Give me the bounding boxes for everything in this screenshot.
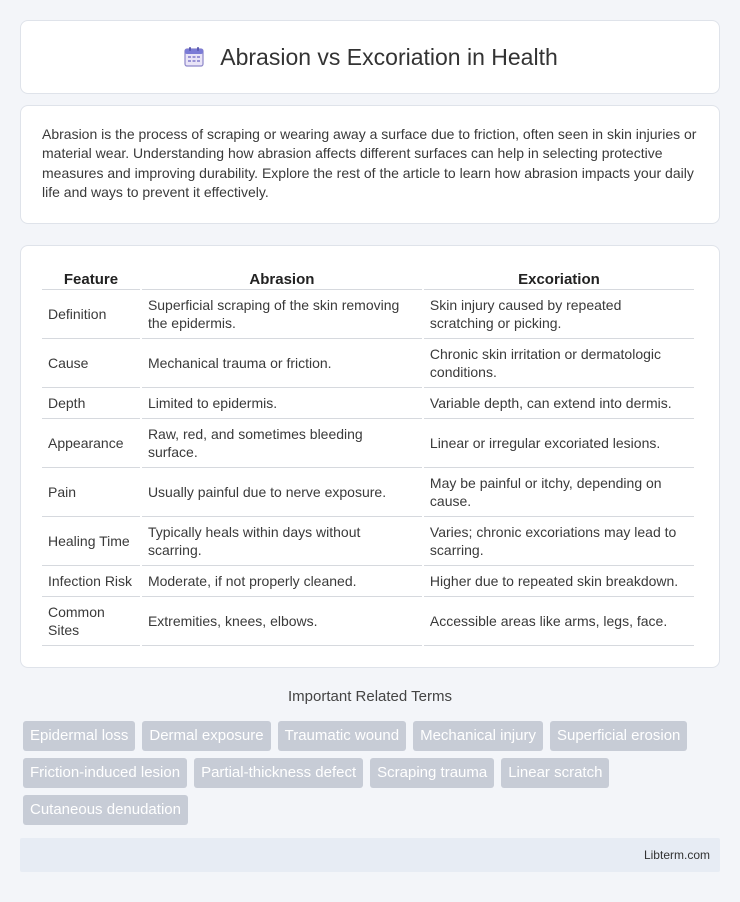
table-row: [42, 419, 694, 468]
related-term-tag[interactable]: Superficial erosion: [550, 721, 687, 751]
related-term-tag[interactable]: Cutaneous denudation: [23, 795, 188, 825]
row-excoriation: Varies; chronic excoriations may lead to scarring.: [424, 517, 694, 566]
related-term-tag[interactable]: Mechanical injury: [413, 721, 543, 751]
row-feature: Appearance: [42, 419, 140, 468]
row-abrasion: Typically heals within days without scarring.: [142, 517, 422, 566]
row-feature: Infection Risk: [42, 566, 140, 597]
row-feature: Cause: [42, 339, 140, 388]
table-row: [42, 517, 694, 566]
related-term-tag[interactable]: Partial-thickness defect: [194, 758, 363, 788]
header-feature: Feature: [42, 266, 140, 290]
related-terms-title: Important Related Terms: [288, 688, 452, 705]
row-excoriation: Linear or irregular excoriated lesions.: [424, 419, 694, 468]
header-excoriation: Excoriation: [424, 266, 694, 290]
row-feature: Definition: [42, 290, 140, 339]
footer: [20, 838, 720, 872]
row-feature: Depth: [42, 388, 140, 419]
table-row: [42, 566, 694, 597]
intro-card: [20, 105, 720, 224]
row-abrasion: Limited to epidermis.: [142, 388, 422, 419]
related-term-tag[interactable]: Dermal exposure: [142, 721, 270, 751]
related-term-tag[interactable]: Linear scratch: [501, 758, 609, 788]
row-abrasion: Raw, red, and sometimes bleeding surface.: [142, 419, 422, 468]
related-term-tag[interactable]: Epidermal loss: [23, 721, 135, 751]
row-excoriation: Variable depth, can extend into dermis.: [424, 388, 694, 419]
table-row: [42, 388, 694, 419]
related-term-tag[interactable]: Traumatic wound: [278, 721, 407, 751]
row-abrasion: Moderate, if not properly cleaned.: [142, 566, 422, 597]
row-abrasion: Usually painful due to nerve exposure.: [142, 468, 422, 517]
row-excoriation: Higher due to repeated skin breakdown.: [424, 566, 694, 597]
table-row: [42, 339, 694, 388]
row-excoriation: May be painful or itchy, depending on cause.: [424, 468, 694, 517]
row-excoriation: Skin injury caused by repeated scratching or picking.: [424, 290, 694, 339]
header-abrasion: Abrasion: [142, 266, 422, 290]
header-card: [20, 20, 720, 94]
row-excoriation: Chronic skin irritation or dermatologic conditions.: [424, 339, 694, 388]
table-row: [42, 468, 694, 517]
table-row: [42, 290, 694, 339]
row-feature: Healing Time: [42, 517, 140, 566]
row-feature: Common Sites: [42, 597, 140, 646]
calendar-icon: [182, 45, 206, 69]
related-terms-list: [23, 721, 703, 825]
footer-site-link[interactable]: Libterm.com: [643, 848, 710, 862]
row-feature: Pain: [42, 468, 140, 517]
row-abrasion: Superficial scraping of the skin removing the epidermis.: [142, 290, 422, 339]
row-abrasion: Extremities, knees, elbows.: [142, 597, 422, 646]
row-excoriation: Accessible areas like arms, legs, face.: [424, 597, 694, 646]
comparison-table-card: [20, 245, 720, 668]
row-abrasion: Mechanical trauma or friction.: [142, 339, 422, 388]
related-term-tag[interactable]: Scraping trauma: [370, 758, 494, 788]
related-term-tag[interactable]: Friction-induced lesion: [23, 758, 187, 788]
table-row: [42, 597, 694, 646]
intro-text: Abrasion is the process of scraping or wearing away a surface due to friction, often seen in skin injuries or material wear. Understanding how abrasion affects different surfaces can help in selecting protective measures and improving durability. Explore the rest of the article to learn how abrasion impacts your daily life and ways to prevent it effectively.: [42, 126, 697, 200]
comparison-table: [40, 266, 696, 646]
page-title: Abrasion vs Excoriation in Health: [220, 43, 558, 70]
